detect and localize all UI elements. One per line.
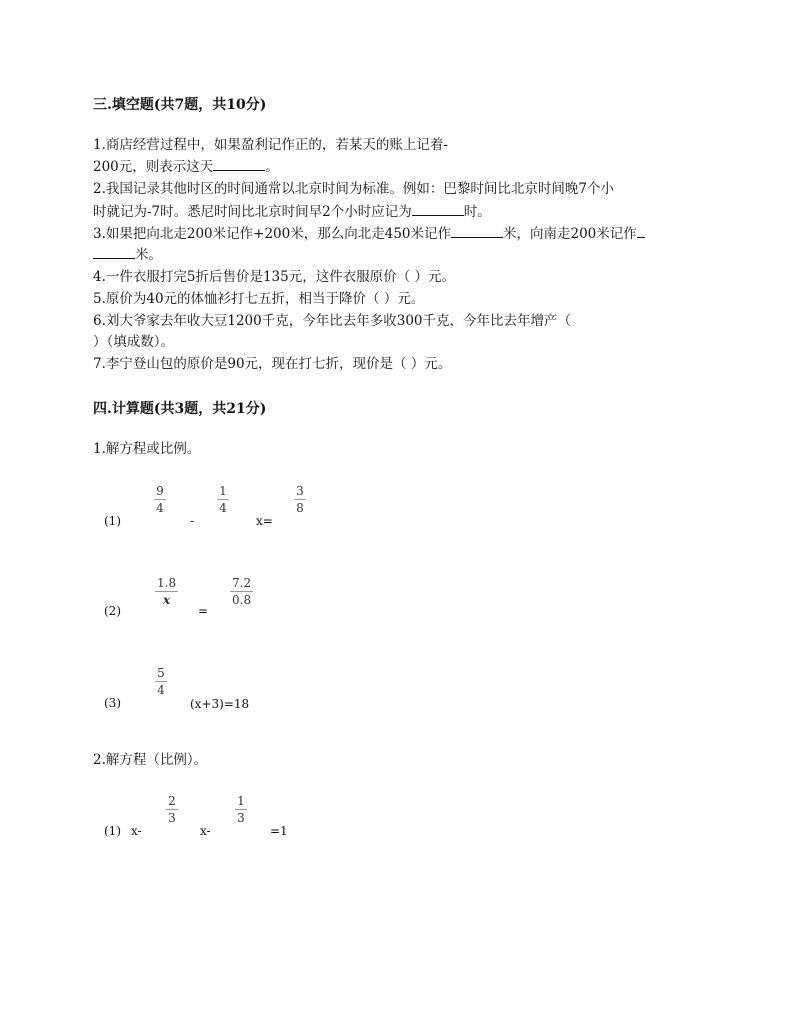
q1-text: 200元，则表示这天 <box>93 159 214 175</box>
numerator: 9 <box>156 484 164 498</box>
q1-end: 。 <box>265 159 279 175</box>
denominator: x <box>162 593 171 607</box>
q6-line1: 6.刘大爷家去年收大豆1200千克，今年比去年多收300千克，今年比去年增产（ <box>93 313 572 329</box>
q6-line2: ）（填成数）。 <box>93 334 174 350</box>
denominator: 4 <box>157 683 165 697</box>
answer-blank[interactable] <box>213 158 265 171</box>
q2-line1: 2.我国记录其他时区的时间通常以北京时间为标准。例如：巴黎时间比北京时间晚7个小 <box>93 181 614 197</box>
minus-sign: - <box>190 514 195 528</box>
answer-blank[interactable] <box>637 225 645 238</box>
answer-blank[interactable] <box>93 246 135 259</box>
q3-end: 米。 <box>135 247 162 263</box>
numerator: 1 <box>237 794 245 808</box>
fraction-7.2-0.8 <box>230 576 253 607</box>
fraction-2-3 <box>166 794 178 825</box>
denominator: 8 <box>296 501 304 515</box>
q3-mid: 米，向南走200米记作 <box>503 226 637 242</box>
equation-rest: (x+3)=18 <box>190 697 250 711</box>
section4-title: 四.计算题(共3题，共21分) <box>93 401 267 417</box>
section3-title: 三.填空题(共7题，共10分) <box>93 97 267 113</box>
denominator: 0.8 <box>232 593 252 607</box>
numerator: 7.2 <box>232 576 252 590</box>
q4: 4.一件衣服打完5折后售价是135元，这件衣服原价（ ）元。 <box>93 269 456 285</box>
q5: 5.原价为40元的体恤衫打七五折，相当于降价（ ）元。 <box>93 291 425 307</box>
numerator: 1 <box>219 484 227 498</box>
problem-3-label: (3) <box>104 696 121 710</box>
numerator: 5 <box>157 666 165 680</box>
equals-sign: = <box>198 604 209 618</box>
calc-q2: 2.解方程（比例）。 <box>93 752 208 768</box>
equation-1-label: (1) <box>104 824 121 838</box>
q2-text: 时就记为-7时。悉尼时间比北京时间早2个小时应记为 <box>93 204 412 220</box>
q7: 7.李宁登山包的原价是90元，现在打七折，现价是（ ）元。 <box>93 356 452 372</box>
fraction-1-4 <box>217 484 229 515</box>
denominator: 4 <box>156 501 164 515</box>
answer-blank[interactable] <box>412 203 464 216</box>
q1-line1: 1.商店经营过程中，如果盈利记作正的，若某天的账上记着- <box>93 137 448 153</box>
numerator: 1.8 <box>157 576 177 590</box>
x-minus-1: x- <box>131 824 142 838</box>
fraction-3-8 <box>294 484 306 515</box>
numerator: 3 <box>296 484 304 498</box>
equals-one: =1 <box>270 824 288 838</box>
q3-line2 <box>93 246 162 265</box>
denominator: 4 <box>219 501 227 515</box>
x-minus-2: x- <box>200 824 211 838</box>
answer-blank[interactable] <box>451 225 503 238</box>
q1-line2 <box>93 158 279 177</box>
calc-q1: 1.解方程或比例。 <box>93 441 201 457</box>
q3-text: 3.如果把向北走200米记作+200米，那么向北走450米记作 <box>93 226 451 242</box>
q2-end: 时。 <box>463 204 491 220</box>
denominator: 3 <box>168 811 176 825</box>
numerator: 2 <box>168 794 176 808</box>
fraction-5-4 <box>155 666 167 697</box>
fraction-1.8-x <box>155 576 178 607</box>
fraction-1-3 <box>235 794 247 825</box>
problem-1-label: (1) <box>104 514 121 528</box>
denominator: 3 <box>237 811 245 825</box>
x-equals: x= <box>256 514 273 528</box>
q2-line2 <box>93 203 491 222</box>
fraction-9-4 <box>154 484 166 515</box>
problem-2-label: (2) <box>104 604 121 618</box>
q3-line1 <box>93 225 645 244</box>
